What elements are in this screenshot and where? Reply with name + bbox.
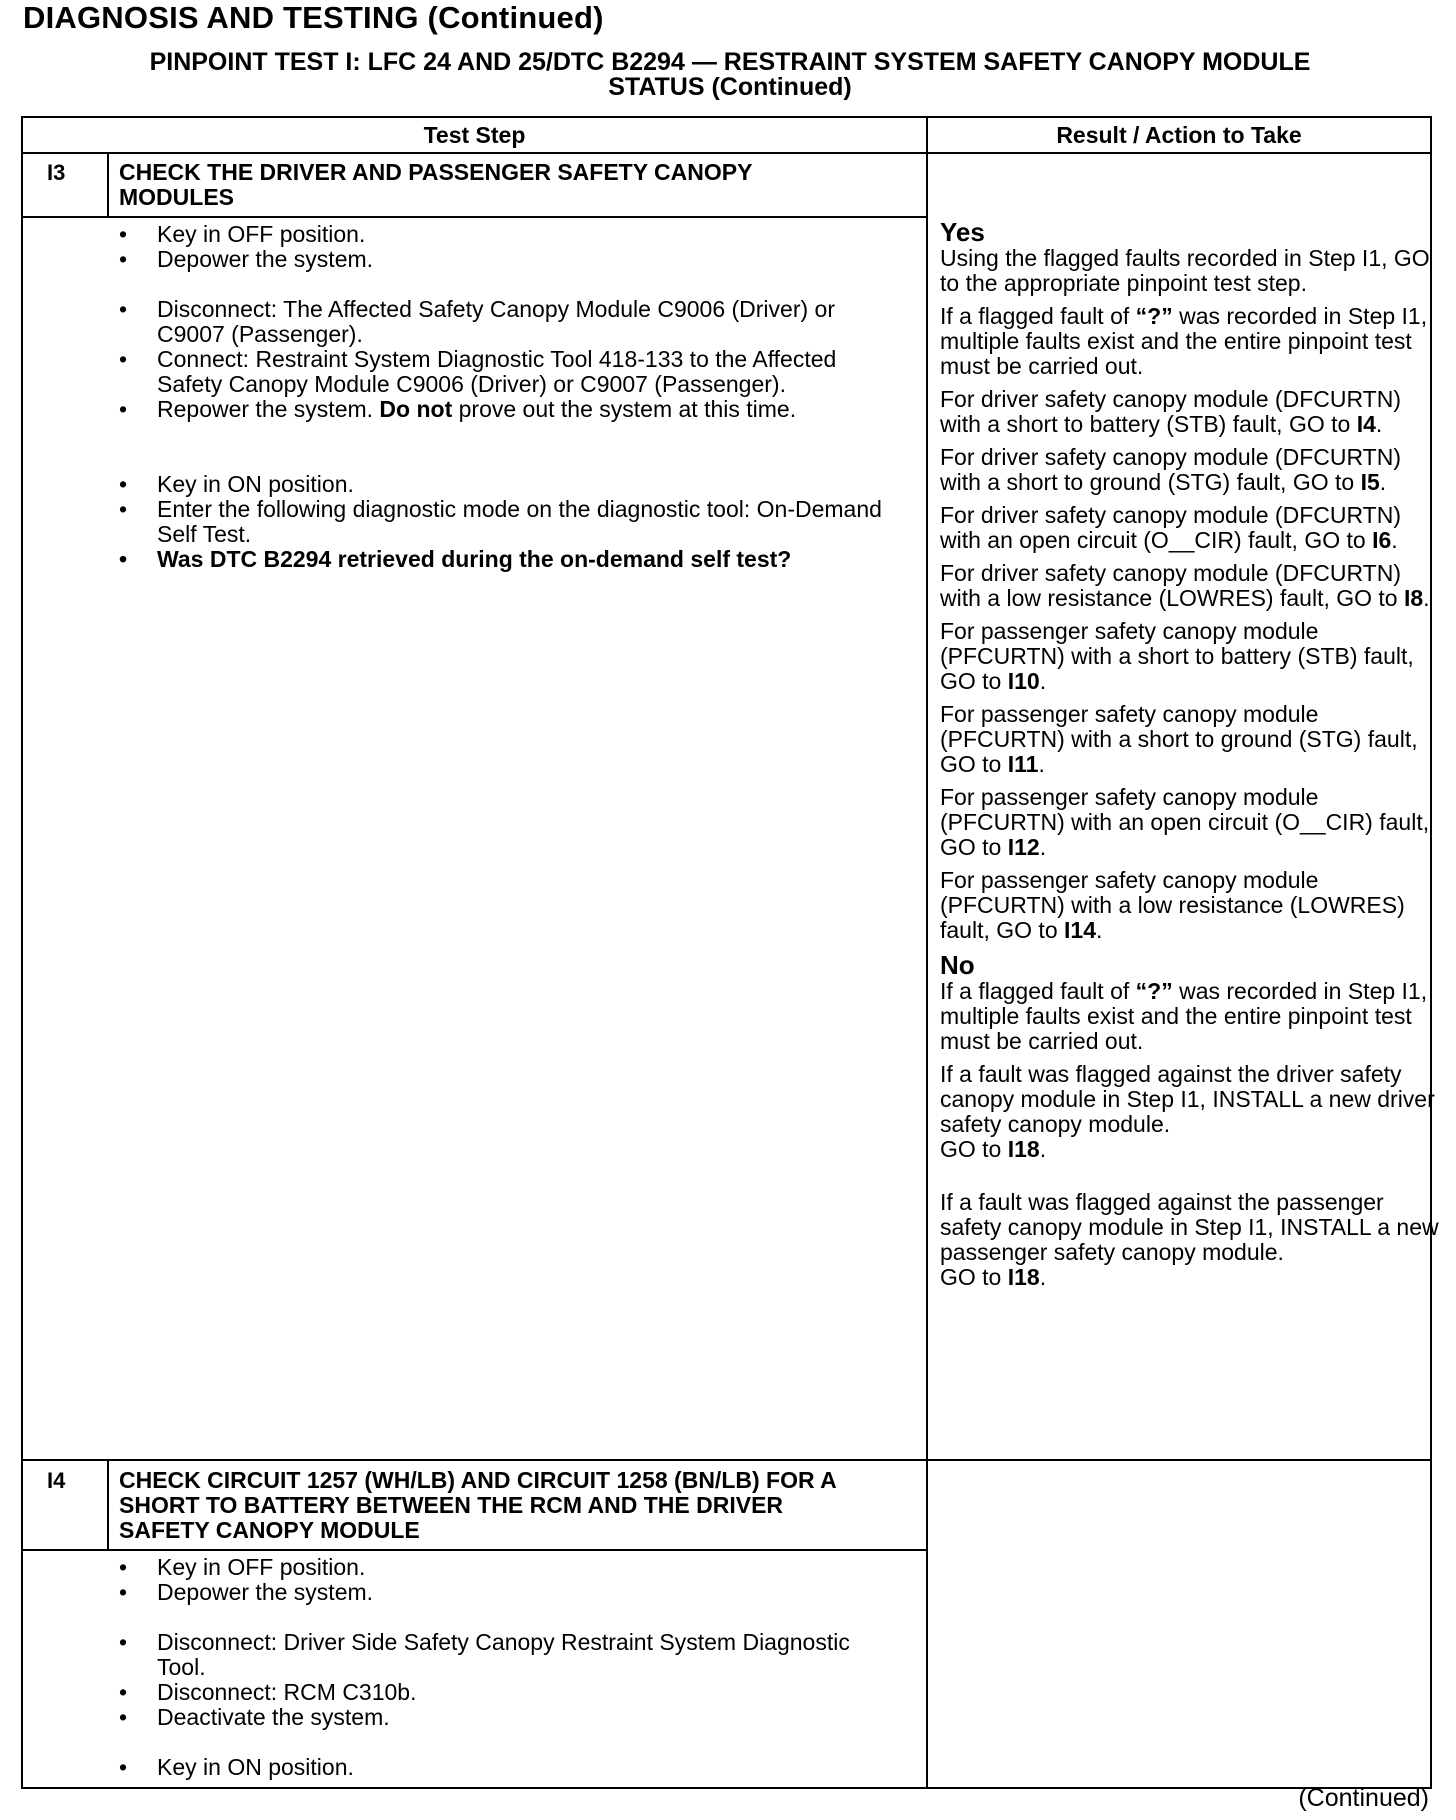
header-divider xyxy=(23,152,1430,154)
page-title: DIAGNOSIS AND TESTING (Continued) xyxy=(23,0,604,35)
no-label: No xyxy=(940,950,975,980)
goto-link[interactable]: I5 xyxy=(1360,469,1380,495)
do-not-emphasis: Do not xyxy=(379,396,453,422)
no-question-fault-note: If a flagged fault of “?” was recorded in Step I1, multiple faults exist and the entire pinpoint test must be carried out. xyxy=(940,978,1428,1054)
no-driver-install: If a fault was flagged against the driver safety canopy module in Step I1, INSTALL a new driver safety canopy module. GO to I18. xyxy=(940,1061,1435,1162)
list-item: • Disconnect: Driver Side Safety Canopy Restraint System Diagnostic Tool. xyxy=(119,1630,899,1680)
list-item xyxy=(119,397,899,422)
goto-item-i8: For driver safety canopy module (DFCURTN) with a low resistance (LOWRES) fault, GO to I8. xyxy=(940,560,1430,611)
pinpoint-test-title-line1: PINPOINT TEST I: LFC 24 AND 25/DTC B2294 — RESTRAINT SYSTEM SAFETY CANOPY MODULE xyxy=(149,48,1311,76)
step-number-divider-i3 xyxy=(107,152,109,218)
header-result-action: Result / Action to Take xyxy=(1056,122,1302,148)
list-item: • Deactivate the system. xyxy=(119,1705,899,1730)
list-item: • Disconnect: RCM C310b. xyxy=(119,1680,899,1705)
list-item: • Enter the following diagnostic mode on the diagnostic tool: On-Demand Self Test. xyxy=(119,497,899,547)
goto-link[interactable]: I6 xyxy=(1372,527,1392,553)
list-item: • Disconnect: The Affected Safety Canopy Module C9006 (Driver) or C9007 (Passenger). xyxy=(119,297,899,347)
goto-link[interactable]: I8 xyxy=(1403,585,1424,611)
goto-item-i12: For passenger safety canopy module (PFCURTN) with an open circuit (O__CIR) fault, GO to I12. xyxy=(940,784,1430,860)
i3-title-divider xyxy=(23,216,926,218)
goto-item-i6: For driver safety canopy module (DFCURTN) with an open circuit (O__CIR) fault, GO to I6. xyxy=(940,502,1401,553)
list-item: • Key in ON position. xyxy=(119,1755,899,1780)
step-actions-i3 xyxy=(119,222,899,572)
i3-i4-divider xyxy=(23,1459,1430,1461)
list-item: • Connect: Restraint System Diagnostic Tool 418-133 to the Affected Safety Canopy Module C9006 (Driver) or C9007 (Passenger). xyxy=(119,347,899,397)
goto-link[interactable]: I4 xyxy=(1356,411,1376,437)
list-item: • Key in ON position. xyxy=(119,472,899,497)
repower-text: Repower the system. xyxy=(157,396,374,422)
yes-question-fault-note: If a flagged fault of “?” was recorded in Step I1, multiple faults exist and the entire pinpoint test must be carried out. xyxy=(940,303,1428,379)
prove-out-text: prove out the system at this time. xyxy=(458,396,797,422)
step-number-i4: I4 xyxy=(47,1468,66,1493)
list-item: • Key in OFF position. xyxy=(119,222,899,247)
goto-item-i4: For driver safety canopy module (DFCURTN) with a short to battery (STB) fault, GO to I4. xyxy=(940,386,1401,437)
list-item: • Depower the system. xyxy=(119,1580,899,1605)
continued-label: (Continued) xyxy=(1298,1784,1429,1812)
question-mark-quote: “?” xyxy=(1135,303,1173,329)
goto-item-i5: For driver safety canopy module (DFCURTN) with a short to ground (STG) fault, GO to I5. xyxy=(940,444,1401,495)
goto-link[interactable]: I10 xyxy=(1007,668,1040,694)
step-title-i4: CHECK CIRCUIT 1257 (WH/LB) AND CIRCUIT 1258 (BN/LB) FOR A SHORT TO BATTERY BETWEEN THE RCM AND THE DRIVER SAFETY CANOPY MODULE xyxy=(119,1467,836,1543)
yes-text: Using the flagged faults recorded in Step I1, GO to the appropriate pinpoint test step. xyxy=(940,245,1430,296)
goto-item-i10: For passenger safety canopy module (PFCURTN) with a short to battery (STB) fault, GO to I10. xyxy=(940,618,1414,694)
pinpoint-test-title xyxy=(30,50,1430,100)
step-number-i3: I3 xyxy=(47,160,66,185)
goto-link[interactable]: I18 xyxy=(1007,1136,1040,1162)
yes-label: Yes xyxy=(940,217,985,247)
question-mark-quote: “?” xyxy=(1135,978,1173,1004)
step-number-divider-i4 xyxy=(107,1460,109,1551)
step-actions-i4 xyxy=(119,1555,899,1780)
goto-link[interactable]: I11 xyxy=(1007,751,1039,777)
no-passenger-install: If a fault was flagged against the passenger safety canopy module in Step I1, INSTALL a new passenger safety canopy module. GO to I18. xyxy=(940,1189,1439,1290)
list-item: • Was DTC B2294 retrieved during the on-demand self test? xyxy=(119,547,899,572)
step-title-i3: CHECK THE DRIVER AND PASSENGER SAFETY CANOPY MODULES xyxy=(119,159,753,210)
column-divider xyxy=(926,118,928,1787)
i4-title-divider xyxy=(23,1549,926,1551)
goto-link[interactable]: I18 xyxy=(1007,1264,1040,1290)
list-item: • Key in OFF position. xyxy=(119,1555,899,1580)
pinpoint-test-title-line2: STATUS (Continued) xyxy=(608,73,852,101)
pinpoint-test-table xyxy=(21,116,1439,1789)
list-item: • Depower the system. xyxy=(119,247,899,272)
goto-link[interactable]: I14 xyxy=(1064,917,1096,943)
goto-link[interactable]: I12 xyxy=(1007,834,1040,860)
header-test-step: Test Step xyxy=(423,122,526,148)
step-results-i3 xyxy=(940,218,1445,1298)
goto-item-i14: For passenger safety canopy module (PFCURTN) with a low resistance (LOWRES) fault, GO to I14. xyxy=(940,867,1405,943)
goto-item-i11: For passenger safety canopy module (PFCURTN) with a short to ground (STG) fault, GO to I11. xyxy=(940,701,1418,777)
